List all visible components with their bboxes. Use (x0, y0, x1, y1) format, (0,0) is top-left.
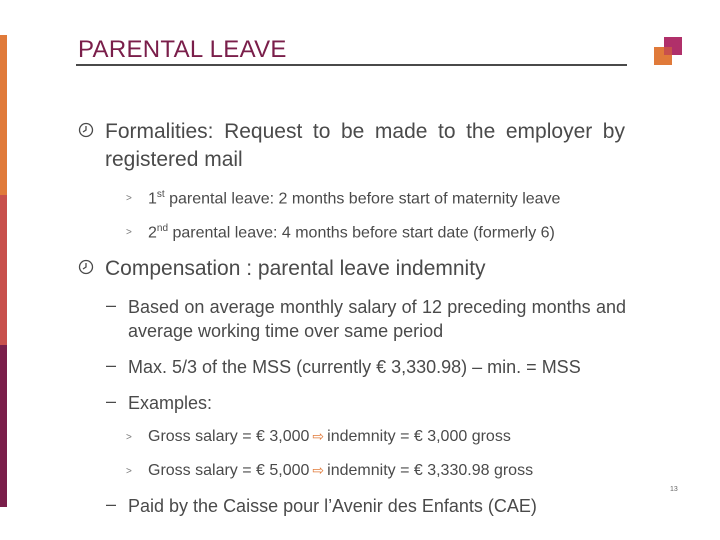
item-text: parental leave: 4 months before start date (formerly 6) (168, 224, 555, 242)
point-text: Examples: (128, 393, 213, 413)
arrow-right-icon: ⇨ (312, 462, 325, 478)
example-gross: Gross salary = € 3,000 (148, 428, 310, 445)
chevron-bullet-icon: > (126, 466, 132, 477)
accent-bar-orange (0, 35, 7, 195)
dash-bullet: – (106, 355, 117, 375)
slide-title: PARENTAL LEAVE (78, 36, 287, 63)
chevron-bullet-icon: > (126, 193, 132, 204)
item-text: parental leave: 2 months before start of maternity leave (164, 190, 561, 208)
chevron-bullet-icon: > (126, 227, 132, 238)
point-text: Based on average monthly salary of 12 preceding months and average working time over same period (128, 297, 626, 341)
clock-bullet-icon (78, 259, 94, 275)
dash-bullet: – (106, 494, 117, 514)
formalities-heading: Formalities: Request to be made to the employer by registered mail (105, 120, 625, 171)
accent-bar-purple (0, 345, 7, 507)
accent-bar-red (0, 195, 7, 345)
example-indemnity: indemnity = € 3,000 gross (327, 428, 511, 445)
title-underline (76, 64, 627, 66)
example-gross: Gross salary = € 5,000 (148, 462, 310, 479)
item-ordinal: 2 (148, 224, 157, 242)
item-ordinal: 1 (148, 190, 157, 208)
chevron-bullet-icon: > (126, 432, 132, 443)
item-ordinal-suffix: nd (156, 223, 169, 234)
example-indemnity: indemnity = € 3,330.98 gross (327, 462, 534, 479)
logo-icon (654, 37, 682, 65)
arrow-right-icon: ⇨ (312, 428, 325, 444)
point-text: Paid by the Caisse pour l’Avenir des Enfants (CAE) (128, 496, 537, 516)
page-number: 13 (670, 486, 678, 493)
dash-bullet: – (106, 295, 117, 315)
clock-bullet-icon (78, 122, 94, 138)
item-ordinal-suffix: st (156, 189, 165, 200)
left-accent-bar (0, 35, 7, 507)
point-text: Max. 5/3 of the MSS (currently € 3,330.98) – min. = MSS (128, 357, 581, 377)
compensation-heading: Compensation : parental leave indemnity (105, 257, 486, 280)
dash-bullet: – (106, 391, 117, 411)
